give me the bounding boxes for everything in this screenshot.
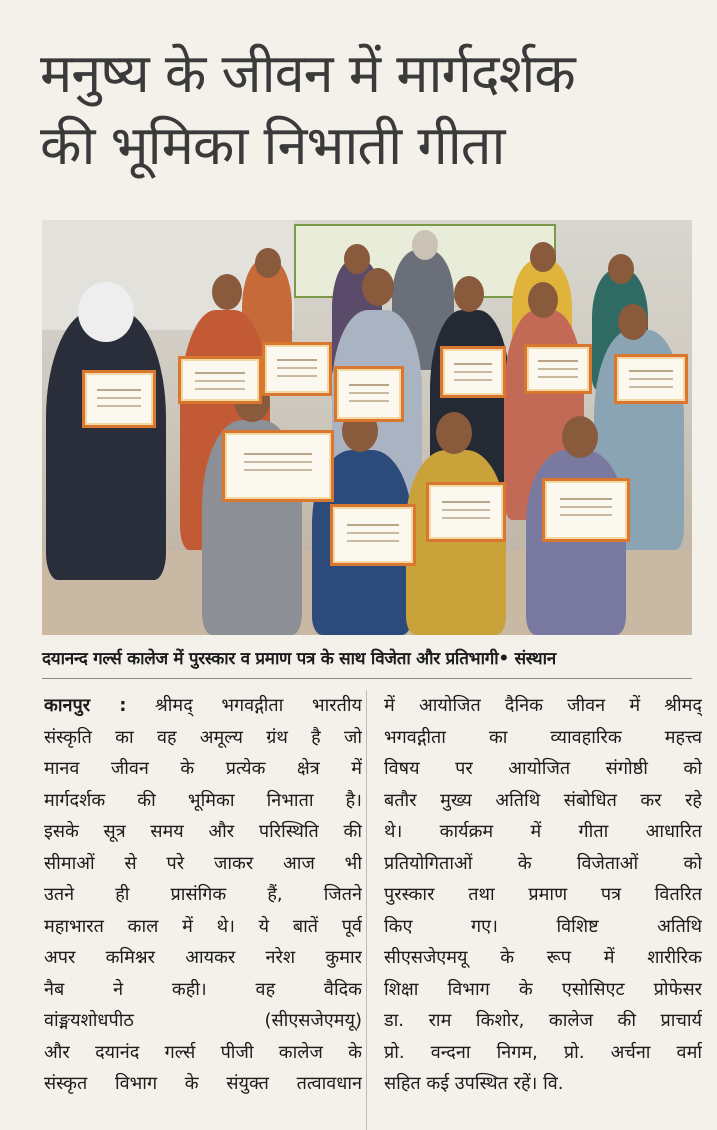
photo-head: [344, 244, 370, 274]
caption-divider: [42, 678, 692, 679]
article-line: प्रतियोगिताओं के विजेताओं को: [384, 852, 702, 874]
article-line: थे। कार्यक्रम में गीता आधारित: [384, 821, 702, 842]
article-line: विषय पर आयोजित संगोष्ठी को: [384, 758, 702, 779]
article-line: मार्गदर्शक की भूमिका निभाता है।: [44, 789, 362, 811]
headline: [40, 38, 690, 182]
article-line: संस्कृति का वह अमूल्य ग्रंथ है जो: [44, 726, 362, 748]
photo-head: [454, 276, 484, 312]
photo-caption: [42, 646, 692, 669]
article-line: सीएसजेएमयू के रूप में शारीरिक: [384, 947, 702, 968]
article-line: भगवद्गीता का व्यावहारिक महत्त्व: [384, 726, 702, 748]
photo-head: [618, 304, 648, 340]
article-line: इसके सूत्र समय और परिस्थिति की: [44, 821, 362, 842]
headline-line-1: मनुष्य के जीवन में मार्गदर्शक: [40, 42, 575, 105]
certificate: [82, 370, 156, 428]
article-column-1: [44, 690, 362, 1100]
photo-head: [530, 242, 556, 272]
certificate: [222, 430, 334, 502]
headline-line-2: की भूमिका निभाती गीता: [40, 114, 505, 177]
article-line: कानपुर : श्रीमद् भगवद्गीता भारतीय: [44, 695, 362, 716]
article-line: संस्कृत विभाग के संयुक्त तत्वावधान: [44, 1073, 362, 1094]
photo-head: [562, 416, 598, 458]
photo-head: [436, 412, 472, 454]
certificate: [542, 478, 630, 542]
article-line: पुरस्कार तथा प्रमाण पत्र वितरित: [384, 884, 702, 905]
certificate: [334, 366, 404, 422]
photo-person: [406, 450, 506, 635]
article-line: डा. राम किशोर, कालेज की प्राचार्य: [384, 1010, 702, 1031]
photo-head: [412, 230, 438, 260]
article-line: वांङ्मयशोधपीठ (सीएसजेएमयू): [44, 1010, 362, 1031]
article-line: महाभारत काल में थे। ये बातें पूर्व: [44, 915, 362, 937]
photo-head: [212, 274, 242, 310]
certificate: [426, 482, 506, 542]
photo-head: [255, 248, 281, 278]
article-line: में आयोजित दैनिक जीवन में श्रीमद्: [384, 695, 702, 716]
certificate: [440, 346, 506, 398]
certificate: [330, 504, 416, 566]
article-line: प्रो. वन्दना निगम, प्रो. अर्चना वर्मा: [384, 1041, 702, 1063]
article-column-2: [384, 690, 702, 1100]
photo-head: [78, 282, 134, 342]
caption-text: दयानन्द गर्ल्स कालेज में पुरस्कार व प्रमाण पत्र के साथ विजेता और प्रतिभागी: [42, 649, 499, 669]
article-line: सीमाओं से परे जाकर आज भी: [44, 852, 362, 874]
article-line: किए गए। विशिष्ट अतिथि: [384, 915, 702, 937]
photo-head: [528, 282, 558, 318]
photo-person: [46, 310, 166, 580]
article-line: बतौर मुख्य अतिथि संबोधित कर रहे: [384, 789, 702, 811]
dateline: कानपुर :: [44, 695, 127, 716]
photo-head: [362, 268, 394, 306]
article-line: शिक्षा विभाग के एसोसिएट प्रोफेसर: [384, 978, 702, 1000]
news-photo: [42, 220, 692, 635]
article-line: मानव जीवन के प्रत्येक क्षेत्र में: [44, 758, 362, 779]
certificate: [262, 342, 332, 396]
article-line: और दयानंद गर्ल्स पीजी कालेज के: [44, 1041, 362, 1063]
caption-credit: • संस्थान: [498, 649, 556, 669]
article-line: अपर कमिश्नर आयकर नरेश कुमार: [44, 947, 362, 968]
column-divider: [366, 690, 367, 1130]
certificate: [614, 354, 688, 404]
photo-head: [608, 254, 634, 284]
article-line: नैब ने कही। वह वैदिक: [44, 978, 362, 1000]
certificate: [524, 344, 592, 394]
certificate: [178, 356, 262, 404]
article-line: सहित कई उपस्थित रहें। वि.: [384, 1073, 564, 1094]
article-line: उतने ही प्रासंगिक हैं, जितने: [44, 884, 362, 905]
